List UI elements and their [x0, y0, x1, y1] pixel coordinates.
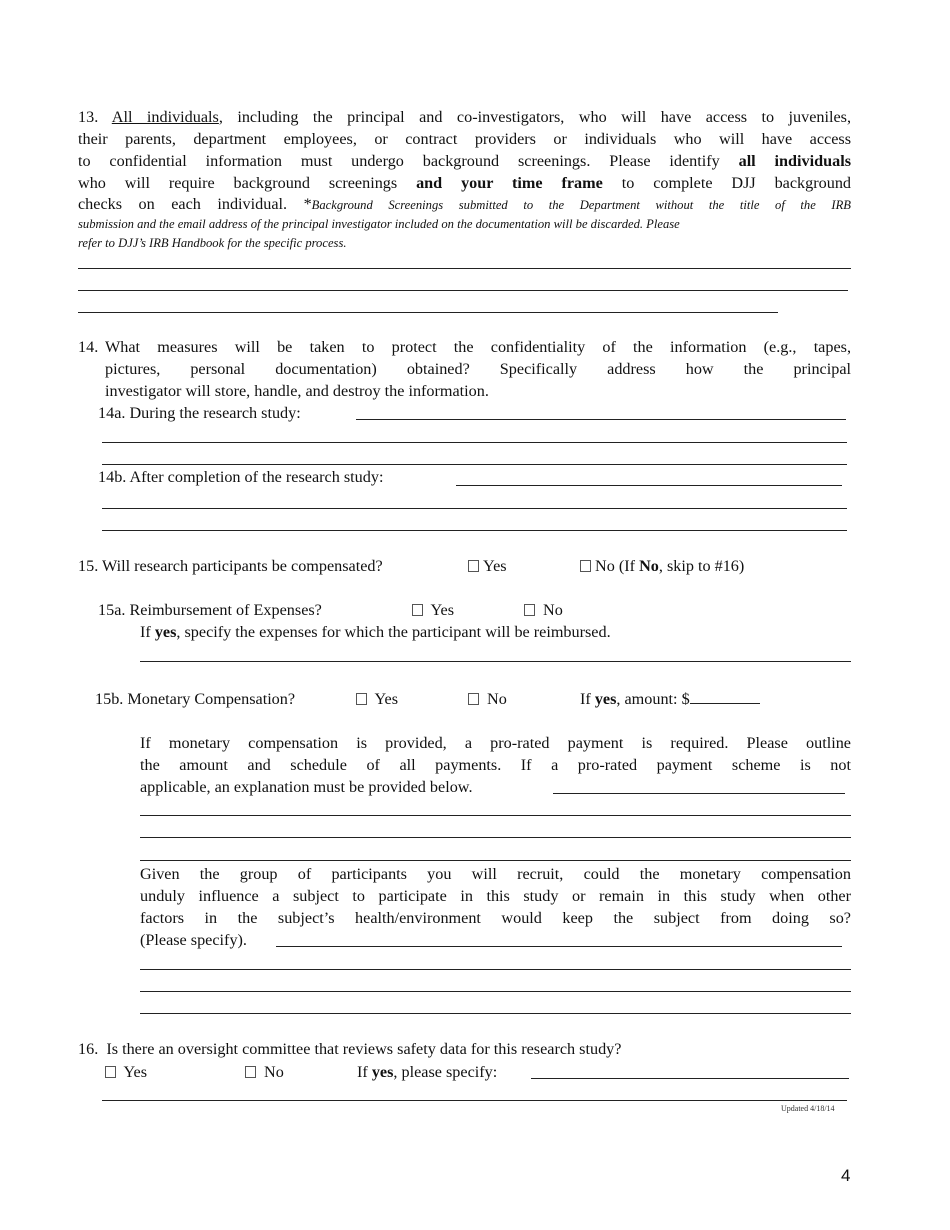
- q13-line-4: [78, 172, 851, 194]
- q16-row: [78, 1038, 621, 1060]
- q15b-yes-option[interactable]: [356, 688, 398, 710]
- q13-answer-line-2[interactable]: [78, 290, 848, 291]
- q15-row: [78, 555, 383, 577]
- q15-prorate-line-2: the amount and schedule of all payments. If a pro-rated payment scheme is not: [140, 756, 851, 774]
- q15b-amount-field[interactable]: [690, 689, 760, 704]
- q15b-amount-label: , amount: $: [616, 690, 690, 708]
- q16-specify: [357, 1061, 497, 1083]
- q15b-yes-checkbox[interactable]: [356, 693, 367, 705]
- q13-note-3: refer to DJJ’s IRB Handbook for the specific process.: [78, 236, 347, 250]
- q15-no-label: No (If: [595, 557, 636, 575]
- q13-answer-line-1[interactable]: [78, 268, 851, 269]
- q16-no-option[interactable]: [245, 1061, 284, 1083]
- q16-answer-line-2[interactable]: [102, 1100, 847, 1101]
- q13-answer-line-3[interactable]: [78, 312, 778, 313]
- q15-prorate-paragraph: [140, 732, 851, 798]
- q16-answer-line-1[interactable]: [531, 1078, 849, 1079]
- q16-number: 16.: [78, 1040, 99, 1058]
- q15-prorate-answer-line-4[interactable]: [140, 860, 851, 861]
- q15-influence-answer-line-3[interactable]: [140, 991, 851, 992]
- q13-time-frame-bold: and your time frame: [416, 174, 603, 192]
- q15b-yes-bold: yes: [594, 690, 617, 708]
- q16-if: If: [357, 1063, 368, 1081]
- q15a-yes-option[interactable]: [412, 599, 454, 621]
- q15b-no-label: No: [487, 690, 507, 708]
- q13-note-1: Background Screenings submitted to the Department without the title of the IRB: [311, 198, 851, 212]
- q15-influence-answer-line-2[interactable]: [140, 969, 851, 970]
- page-number: 4: [841, 1166, 851, 1185]
- q14-line-3: investigator will store, handle, and destroy the information.: [105, 382, 489, 400]
- q16-yes-bold: yes: [371, 1063, 394, 1081]
- q15-prorate-answer-line-3[interactable]: [140, 837, 851, 838]
- updated-date: Updated 4/18/14: [781, 1104, 835, 1113]
- q14a-answer-line-3[interactable]: [102, 464, 847, 465]
- q16-no-checkbox[interactable]: [245, 1066, 256, 1078]
- q14a-label: [98, 402, 301, 424]
- q15a-yes-checkbox[interactable]: [412, 604, 423, 616]
- q15-influence-line-3: factors in the subject’s health/environment would keep the subject from doing so?: [140, 909, 851, 927]
- q16-yes-label: Yes: [123, 1063, 148, 1081]
- q15-yes-label: Yes: [483, 557, 507, 575]
- q14-number: 14.: [78, 338, 99, 356]
- q15b-if: If: [580, 690, 591, 708]
- q15b-yes-label: Yes: [374, 690, 399, 708]
- q15b-amount: [580, 688, 760, 710]
- q16-yes-option[interactable]: [105, 1061, 147, 1083]
- q15-question: Will research participants be compensated?: [102, 557, 383, 575]
- q15a-yes-bold: yes: [154, 623, 177, 641]
- q15-prorate-answer-line-2[interactable]: [140, 815, 851, 816]
- q13-line-5: [78, 194, 851, 214]
- q13-line5-text: checks on each individual. *: [78, 195, 312, 213]
- q13-line1-text: , including the principal and co-investigators, who will have access to juveniles,: [218, 108, 851, 126]
- q16-no-label: No: [264, 1063, 284, 1081]
- q15-prorate-line-3: applicable, an explanation must be provided below.: [140, 778, 473, 796]
- q14b-label: [98, 466, 383, 488]
- q13-all-individuals-bold: all individuals: [738, 152, 852, 170]
- q15a-if: If: [140, 623, 151, 641]
- q15-influence-line-1: Given the group of participants you will recruit, could the monetary compensation: [140, 865, 851, 883]
- q16-yes-checkbox[interactable]: [105, 1066, 116, 1078]
- q15-influence-answer-line-4[interactable]: [140, 1013, 851, 1014]
- q14b-answer-line-3[interactable]: [102, 530, 847, 531]
- q14a-answer-line-1[interactable]: [356, 419, 846, 420]
- q13-line-3: [78, 150, 851, 172]
- q15a-no-label: No: [543, 601, 563, 619]
- q16-question: Is there an oversight committee that reviews safety data for this research study?: [106, 1040, 622, 1058]
- q16-specify-label: , please specify:: [393, 1063, 498, 1081]
- q15-yes-checkbox[interactable]: [468, 560, 479, 572]
- q14-line-2: pictures, personal documentation) obtained? Specifically address how the principal: [105, 360, 851, 378]
- q14b-answer-line-2[interactable]: [102, 508, 847, 509]
- q15-influence-paragraph: [140, 863, 851, 951]
- q15-no-option[interactable]: [580, 555, 744, 577]
- q15b-no-checkbox[interactable]: [468, 693, 479, 705]
- q14b-answer-line-1[interactable]: [456, 485, 842, 486]
- q15-no-bold: No: [639, 557, 659, 575]
- q15a-no-option[interactable]: [524, 599, 563, 621]
- q15a-no-checkbox[interactable]: [524, 604, 535, 616]
- q15-influence-line-2: unduly influence a subject to participate in this study or remain in this study when other: [140, 887, 851, 905]
- q13-number: 13.: [78, 108, 99, 126]
- q15a-instruction-text: , specify the expenses for which the participant will be reimbursed.: [176, 623, 611, 641]
- q15a-instruction: [140, 621, 611, 643]
- q15a-label: 15a. Reimbursement of Expenses?: [98, 601, 322, 619]
- q14-paragraph: [105, 336, 851, 402]
- q13-paragraph: [78, 106, 851, 214]
- q14a-answer-line-2[interactable]: [102, 442, 847, 443]
- q13-line4-text-b: to complete DJJ background: [621, 174, 852, 192]
- q13-line-1: [78, 106, 851, 128]
- q15-number: 15.: [78, 557, 99, 575]
- q15-influence-line-4: (Please specify).: [140, 931, 247, 949]
- q15-skip-text: , skip to #16): [658, 557, 745, 575]
- q15b-no-option[interactable]: [468, 688, 507, 710]
- q15a-answer-line[interactable]: [140, 661, 851, 662]
- q13-line4-text-a: who will require background screenings: [78, 174, 398, 192]
- q13-lead: All individuals: [111, 108, 219, 126]
- q15-prorate-answer-line-1[interactable]: [553, 793, 845, 794]
- q13-note-2: submission and the email address of the principal investigator included on the documentation will be discarded. Please: [78, 217, 680, 231]
- q15-no-checkbox[interactable]: [580, 560, 591, 572]
- q15a-yes-label: Yes: [430, 601, 455, 619]
- q13-line-2: their parents, department employees, or contract providers or individuals who will have access: [78, 130, 851, 148]
- q15-yes-option[interactable]: [468, 555, 507, 577]
- q15-influence-answer-line-1[interactable]: [276, 946, 842, 947]
- q13-line3-text: to confidential information must undergo background screenings. Please identify: [78, 152, 720, 170]
- q14a-label-text: 14a. During the research study:: [98, 404, 301, 422]
- q15b-label: 15b. Monetary Compensation?: [95, 690, 296, 708]
- q14b-label-text: 14b. After completion of the research study:: [98, 468, 384, 486]
- q14-line-1: What measures will be taken to protect the confidentiality of the information (e.g., tapes,: [105, 338, 851, 356]
- q15-prorate-line-1: If monetary compensation is provided, a pro-rated payment is required. Please outline: [140, 734, 851, 752]
